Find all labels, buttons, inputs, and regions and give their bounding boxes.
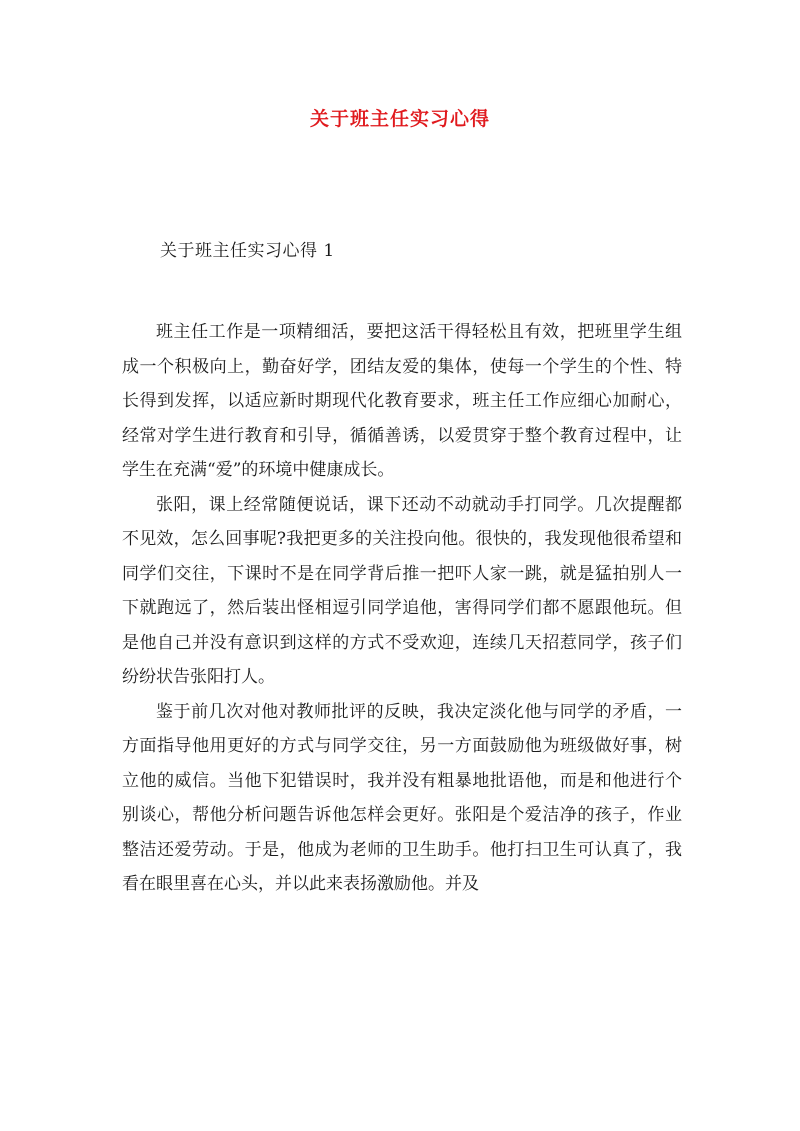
section-heading: 关于班主任实习心得 1	[160, 241, 335, 261]
paragraph-3: 鉴于前几次对他对教师批评的反映，我决定淡化他与同学的矛盾，一方面指导他用更好的方式与同学交往，另一方面鼓励他为班级做好事，树立他的威信。当他下犯错误时，我并没有粗暴地批语他，而是和他进行个别谈心，帮他分析问题告诉他怎样会更好。张阳是个爱洁净的孩子，作业整洁还爱劳动。于是，他成为老师的卫生助手。他打扫卫生可认真了，我看在眼里喜在心头，并以此来表扬激励他。并及	[122, 701, 682, 894]
document-title: 关于班主任实习心得	[309, 108, 490, 130]
document-body	[122, 315, 682, 902]
paragraph-2: 张阳，课上经常随便说话，课下还动不动就动手打同学。几次提醒都不见效，怎么回事呢?我把更多的关注投向他。很快的，我发现他很希望和同学们交往，下课时不是在同学背后推一把吓人家一跳，就是猛拍别人一下就跑远了，然后装出怪相逗引同学追他，害得同学们都不愿跟他玩。但是他自己并没有意识到这样的方式不受欢迎，连续几天招惹同学，孩子们纷纷状告张阳打人。	[122, 494, 682, 687]
paragraph-1: 班主任工作是一项精细活，要把这活干得轻松且有效，把班里学生组成一个积极向上，勤奋好学，团结友爱的集体，使每一个学生的个性、特长得到发挥，以适应新时期现代化教育要求，班主任工作应细心加耐心，经常对学生进行教育和引导，循循善诱，以爱贯穿于整个教育过程中，让学生在充满“爱”的环境中健康成长。	[122, 322, 682, 480]
